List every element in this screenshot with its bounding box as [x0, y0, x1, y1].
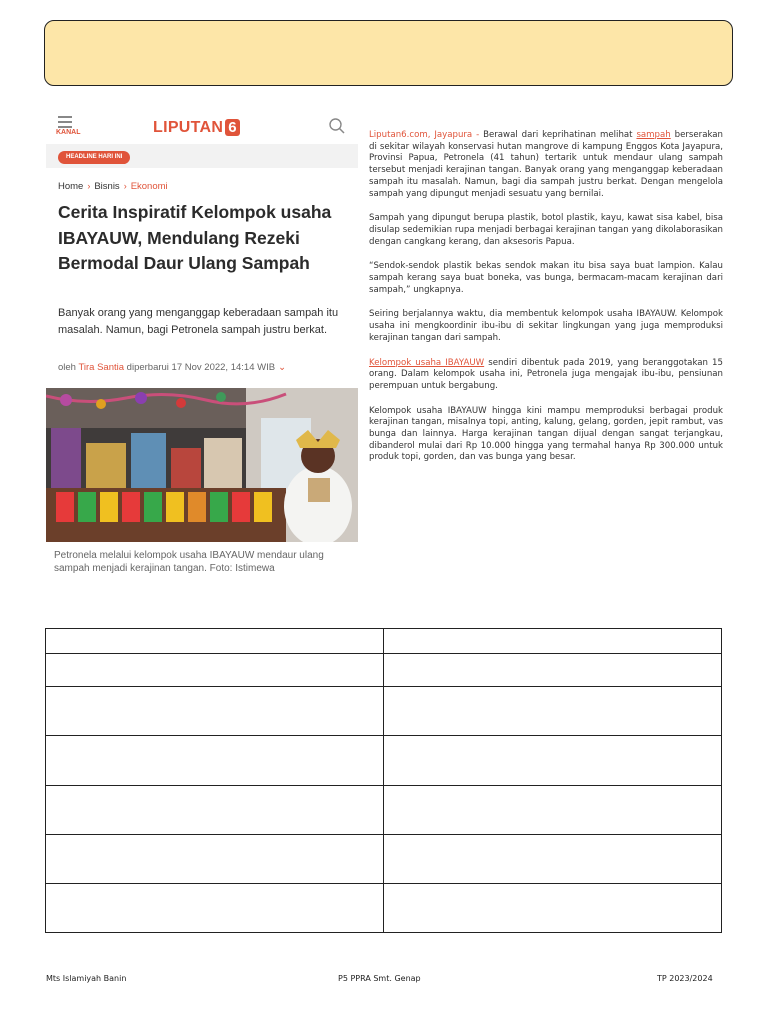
site-header [46, 108, 358, 144]
byline [58, 362, 286, 373]
source-dateline: Liputan6.com, Jayapura - [369, 130, 480, 140]
paragraph-3: “Sendok-sendok plastik bekas sendok makan itu bisa saya buat lampion. Kalau sampah kerang saya buat boneka, vas bunga, bermacam-macam kerajinan dari sampah,” ungkapnya. [369, 261, 723, 295]
paragraph-5 [369, 358, 723, 393]
logo-number: 6 [225, 119, 240, 136]
table-cell[interactable] [384, 629, 722, 654]
table-cell[interactable] [46, 654, 384, 687]
table-row [46, 736, 722, 786]
link-sampah[interactable]: sampah [636, 130, 671, 140]
top-banner-box [44, 20, 733, 86]
site-logo [153, 119, 240, 137]
table-row [46, 786, 722, 835]
breadcrumb-bisnis: Bisnis [94, 181, 120, 192]
photo-caption: Petronela melalui kelompok usaha IBAYAUW mendaur ulang sampah menjadi kerajinan tangan. Foto: Istimewa [54, 550, 324, 574]
breadcrumb-home: Home [58, 181, 84, 192]
table-cell[interactable] [46, 736, 384, 786]
chevron-down-icon: ⌄ [278, 362, 287, 373]
menu-label: KANAL [56, 129, 81, 136]
table-row [46, 687, 722, 736]
paragraph-2: Sampah yang dipungut berupa plastik, botol plastik, kayu, kawat sisa kabel, bisa disulap sedemikian rupa menjadi berbagai kerajinan tangan yang dikolaborasikan dengan cangkang kerang, dan aksesoris Papua. [369, 213, 723, 247]
paragraph-5-text: sendiri dibentuk pada 2019, yang beranggotakan 15 orang. Dalam kelompok usaha ini, Petronela juga mengajak ibu-ibu, pensiunan perempuan untuk bergabung. [369, 357, 723, 391]
article-headline: Cerita Inspiratif Kelompok usaha IBAYAUW, Mendulang Rezeki Bermodal Daur Ulang Sampah [58, 202, 332, 273]
table-cell[interactable] [46, 835, 384, 884]
table-row [46, 629, 722, 654]
paragraph-6: Kelompok usaha IBAYAUW hingga kini mampu memproduksi berbagai produk kerajinan tangan, misalnya topi, anting, kalung, gelang, gorden, jepit rambut, vas bunga dan lainnya. Harga kerajinan tangan dijual dengan sangat terjangkau, dibanderol mulai dari Rp 10.000 hingga yang termahal hanya Rp 300.000 untuk produk topi, gorden, dan vas bunga yang besar. [369, 405, 723, 463]
paragraph-1-text-b: berserakan di sekitar wilayah konservasi hutan mangrove di kampung Enggos Kota Jayapura, Provinsi Papua, Petronela (41 tahun) tertarik untuk mendaur ulang sampah tersebut menjadi kerajinan tangan. Banyak orang yang menganggap keberadaan sampah itu masalah. Namun, bagi dia sampah justru berkat. Dengan mengelola sampah yang dipungut menjadi sesuatu yang bernilai. [369, 130, 724, 199]
table-cell[interactable] [384, 736, 722, 786]
table-cell[interactable] [46, 884, 384, 933]
answer-table [45, 628, 722, 933]
logo-text: LIPUTAN [153, 119, 224, 136]
table-row [46, 884, 722, 933]
table-cell[interactable] [384, 835, 722, 884]
article-photo [46, 388, 358, 542]
table-cell[interactable] [46, 786, 384, 835]
footer-program: P5 PPRA Smt. Genap [338, 974, 421, 983]
article-body [369, 130, 723, 477]
byline-date: diperbarui 17 Nov 2022, 14:14 WIB [126, 362, 276, 373]
paragraph-4: Seiring berjalannya waktu, dia membentuk kelompok usaha IBAYAUW. Kelompok usaha ini mengkoordinir ibu-ibu di sekitar lingkungan yang juga memproduksi kerajinan tangan dari sampah. [369, 309, 723, 343]
search-icon [328, 117, 346, 135]
article-screenshot [46, 108, 358, 596]
link-kelompok-usaha[interactable]: Kelompok usaha IBAYAUW [369, 357, 485, 368]
paragraph-1 [369, 130, 723, 200]
paragraph-1-text-a: Berawal dari keprihatinan melihat [479, 130, 637, 140]
table-row [46, 654, 722, 687]
table-cell[interactable] [46, 629, 384, 654]
breadcrumb-ekonomi: Ekonomi [130, 181, 168, 192]
breadcrumb: Home › Bisnis › Ekonomi [58, 181, 168, 192]
table-cell[interactable] [384, 786, 722, 835]
table-cell[interactable] [384, 687, 722, 736]
article-lead: Banyak orang yang menganggap keberadaan sampah itu masalah. Namun, bagi Petronela sampah justru berkat. [58, 307, 339, 336]
menu-icon [58, 116, 72, 128]
footer-school: Mts Islamiyah Banin [46, 974, 127, 983]
table-cell[interactable] [384, 884, 722, 933]
table-cell[interactable] [46, 687, 384, 736]
byline-prefix: oleh [58, 362, 76, 373]
byline-author: Tira Santia [78, 362, 125, 373]
footer-year: TP 2023/2024 [657, 974, 713, 983]
table-row [46, 835, 722, 884]
table-cell[interactable] [384, 654, 722, 687]
headline-badge: HEADLINE HARI INI [58, 151, 130, 164]
